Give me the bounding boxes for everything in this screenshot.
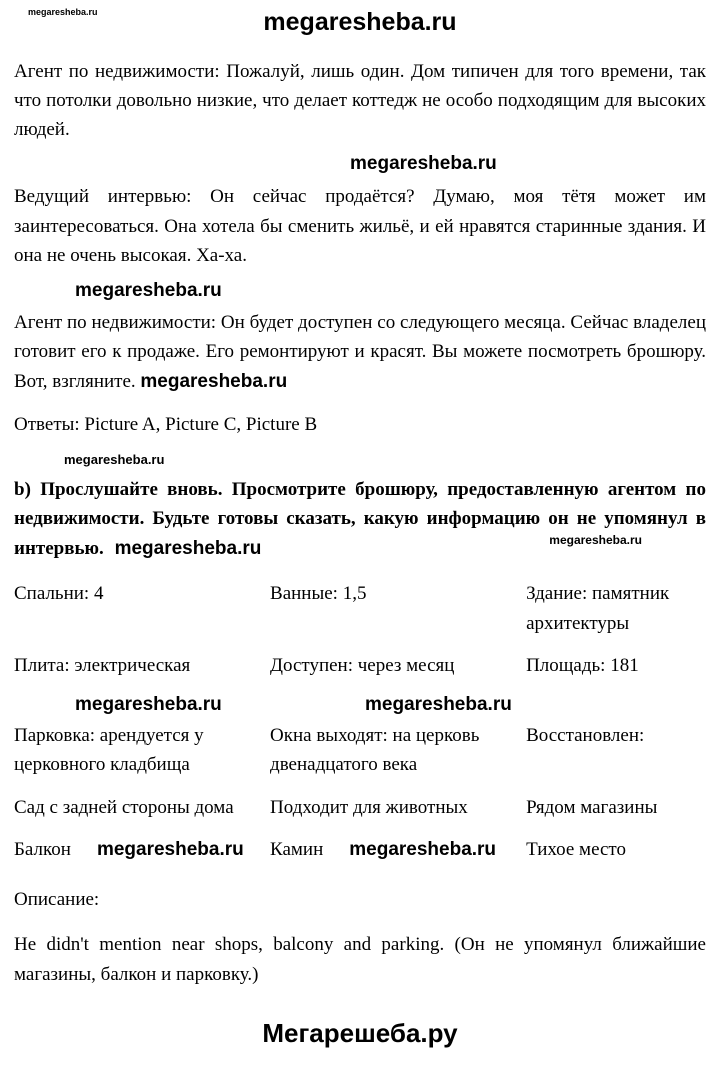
watermark-corner: megaresheba.ru bbox=[28, 7, 98, 17]
brochure-cell-bedrooms: Спальни: 4 bbox=[14, 583, 104, 605]
paragraph-agent-2 bbox=[14, 308, 706, 396]
brochure-cell-parking: Парковка: арендуется у церковного кладбища bbox=[14, 724, 204, 776]
watermark-center: megaresheba.ru bbox=[350, 152, 497, 174]
watermark-inline-p3: megaresheba.ru bbox=[140, 370, 288, 392]
paragraph-agent-1: Агент по недвижимости: Пожалуй, лишь один. Дом типичен для того времени, так что потолки довольно низкие, что делает коттедж не особо подходящим для высоких людей. bbox=[14, 60, 706, 141]
watermark-balcony: megaresheba.ru bbox=[96, 839, 244, 861]
brochure-cell-restored: Восстановлен: bbox=[526, 724, 645, 746]
brochure-row-balcony bbox=[14, 835, 706, 864]
brochure-cell-area: Площадь: 181 bbox=[526, 655, 639, 677]
brochure-cell-pets: Подходит для животных bbox=[270, 796, 468, 818]
paragraph-interviewer: Ведущий интервью: Он сейчас продаётся? Думаю, моя тётя может им заинтересоваться. Она хотела бы сменить жильё, и ей нравятся старинные здания. И она не очень высокая. Ха-ха. bbox=[14, 186, 706, 267]
brochure-cell-shops: Рядом магазины bbox=[526, 796, 658, 818]
balcony-label: Балкон bbox=[14, 839, 71, 861]
watermark-table-2: megaresheba.ru bbox=[365, 693, 512, 715]
watermark-small-left: megaresheba.ru bbox=[64, 451, 165, 467]
brochure-cell-fireplace bbox=[270, 835, 526, 864]
fireplace-label: Камин bbox=[270, 839, 324, 861]
brochure-cell-building: Здание: памятник архитектуры bbox=[526, 583, 670, 634]
brochure-table bbox=[14, 579, 706, 865]
brochure-cell-available: Доступен: через месяц bbox=[270, 655, 455, 677]
task-b-text: b) Прослушайте вновь. Просмотрите брошюру, предоставленную агентом по недвижимости. Будьте готовы сказать, какую информацию он не упомянул в интервью. bbox=[14, 478, 706, 559]
watermark-left: megaresheba.ru bbox=[75, 279, 222, 301]
footer-title: Мегарешеба.ру bbox=[262, 1018, 458, 1049]
brochure-watermark-row bbox=[14, 690, 706, 719]
description-label: Описание: bbox=[14, 888, 100, 910]
brochure-row-bedrooms bbox=[14, 579, 706, 638]
brochure-cell-garden: Сад с задней стороны дома bbox=[14, 796, 234, 818]
brochure-cell-windows: Окна выходят: на церковь двенадцатого века bbox=[270, 724, 480, 776]
brochure-row-parking bbox=[14, 721, 706, 780]
brochure-row-garden bbox=[14, 793, 706, 822]
watermark-table-1: megaresheba.ru bbox=[75, 693, 222, 715]
brochure-cell-balcony bbox=[14, 835, 270, 864]
watermark-inline-task-b: megaresheba.ru bbox=[114, 537, 262, 559]
paragraph-agent-2-text: Агент по недвижимости: Он будет доступен со следующего месяца. Сейчас владелец готовит его к продаже. Его ремонтируют и красят. Вы можете посмотреть брошюру. Вот, взгляните. bbox=[14, 312, 706, 392]
watermark-fireplace: megaresheba.ru bbox=[349, 839, 497, 861]
watermark-small-right: megaresheba.ru bbox=[549, 532, 642, 547]
brochure-cell-quiet: Тихое место bbox=[526, 839, 626, 861]
brochure-cell-cooker: Плита: электрическая bbox=[14, 655, 191, 677]
task-b-paragraph bbox=[14, 475, 706, 563]
answers-line: Ответы: Picture A, Picture C, Picture B bbox=[14, 414, 318, 436]
watermark-header: megaresheba.ru bbox=[263, 8, 457, 36]
description-text: He didn't mention near shops, balcony and parking. (Он не упомянул ближайшие магазины, балкон и парковку.) bbox=[14, 934, 706, 985]
brochure-row-cooker bbox=[14, 651, 706, 680]
brochure-cell-bathrooms: Ванные: 1,5 bbox=[270, 583, 367, 605]
